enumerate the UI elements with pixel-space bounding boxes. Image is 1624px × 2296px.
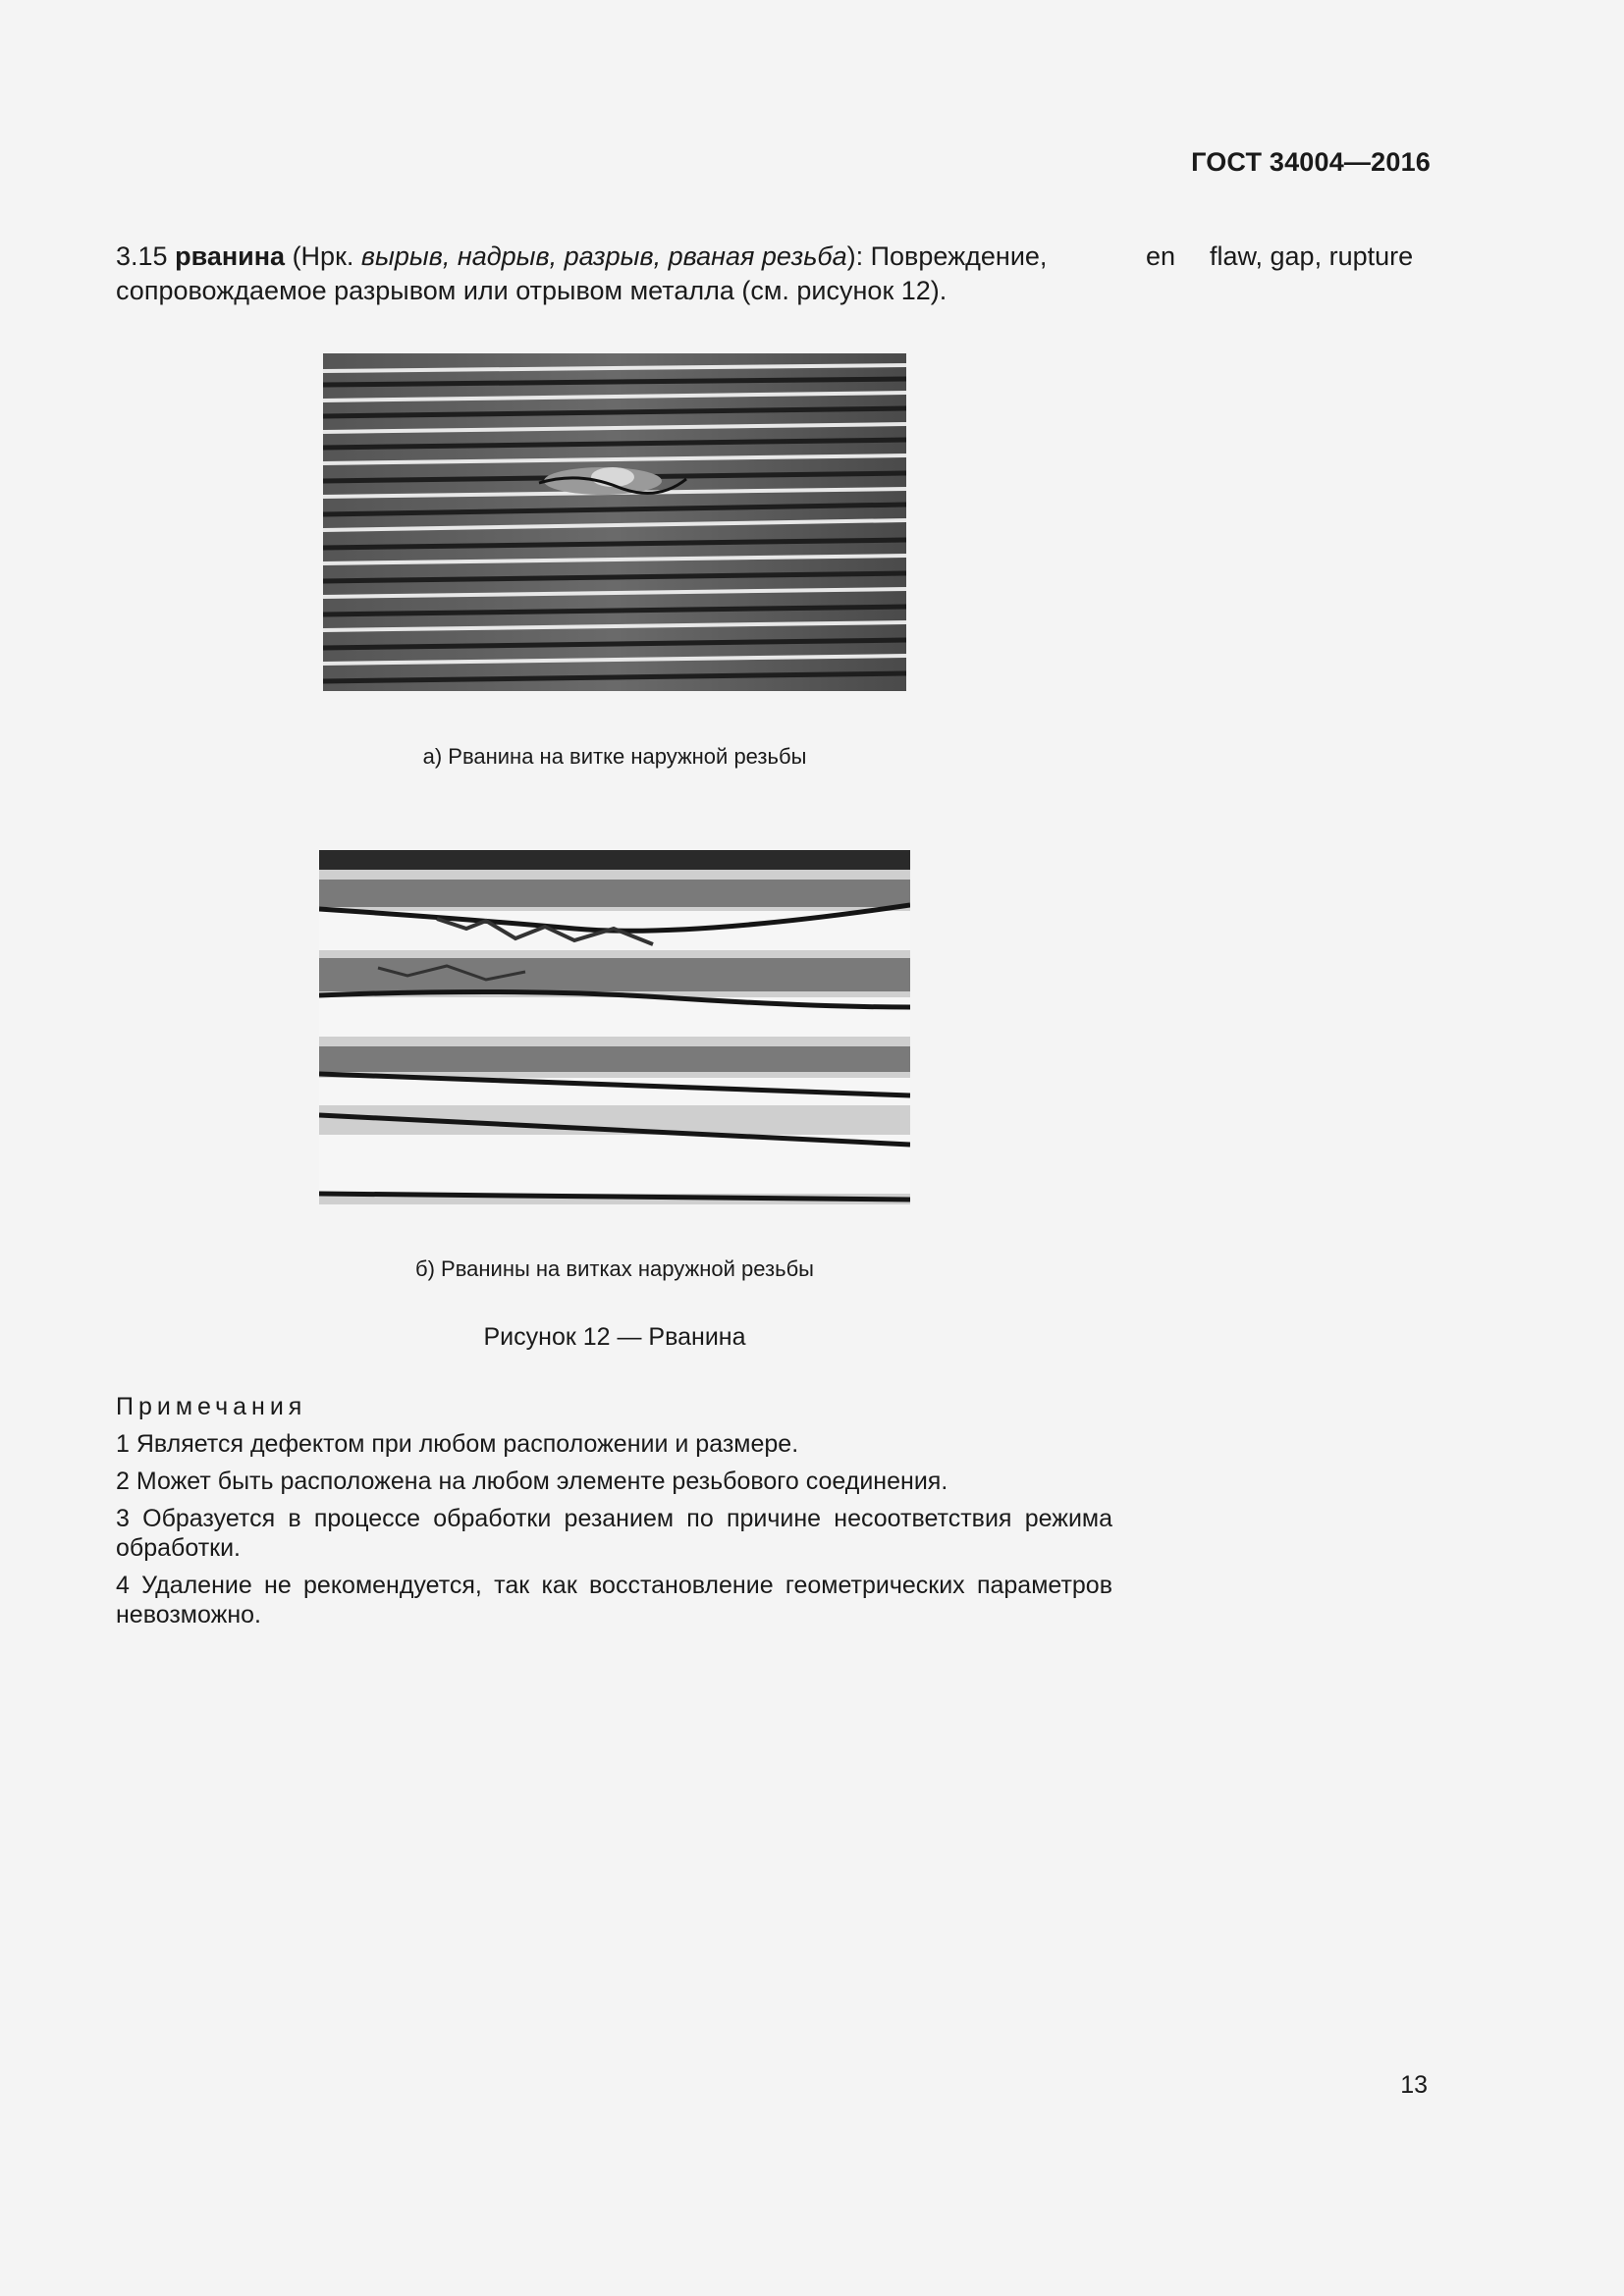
term-name: рванина — [175, 241, 286, 271]
term-definition — [116, 240, 1112, 308]
notes-heading: Примечания — [116, 1393, 307, 1420]
note-item: 4 Удаление не рекомендуется, так как восстановление геометрических параметров невозможно. — [116, 1572, 1112, 1629]
figure-title: Рисунок 12 — Рванина — [483, 1323, 746, 1351]
note-item: 1 Является дефектом при любом расположении и размере. — [116, 1430, 799, 1458]
caption-b: б) Рванины на витках наружной резьбы — [415, 1256, 814, 1281]
photo-thread-tears-b — [319, 850, 910, 1204]
document-code: ГОСТ 34004—2016 — [1191, 147, 1431, 177]
notes-section — [116, 1392, 1112, 1637]
deprecated-terms: вырыв, надрыв, разрыв, рваная резьба — [360, 241, 847, 271]
language-code: en — [1146, 241, 1176, 271]
page-number: 13 — [1400, 2071, 1428, 2099]
photo-thread-tear-a — [323, 353, 906, 691]
term-paren-open: (Нрк. — [285, 241, 361, 271]
note-item: 2 Может быть расположена на любом элементе резьбового соединения. — [116, 1468, 948, 1495]
note-item: 3 Образуется в процессе обработки резанием по причине несоответствия режима обработки. — [116, 1505, 1112, 1562]
term-definition-text: ): Повреждение, сопровождаемое разрывом или отрывом металла (см. рисунок 12). — [116, 241, 1048, 305]
caption-a: а) Рванина на витке наружной резьбы — [422, 744, 807, 769]
term-number: 3.15 — [116, 241, 168, 271]
english-equivalent: flaw, gap, rupture — [1210, 241, 1414, 271]
